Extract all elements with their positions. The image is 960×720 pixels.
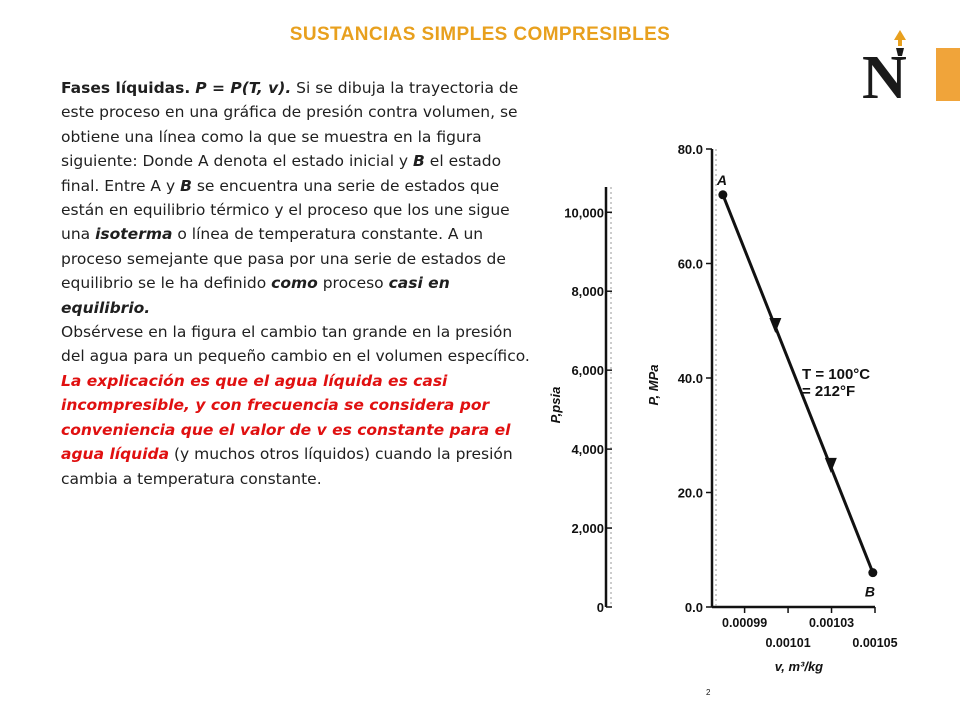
- body-text: [61, 76, 531, 491]
- text-run: se encuentra una serie de estados que están en equilibrio térmico y el proceso que los une sigue una: [61, 176, 510, 244]
- heading-liquid-phases: Fases líquidas.: [61, 79, 191, 97]
- text-run-casi: casi en equilibrio.: [61, 274, 450, 317]
- text-run: proceso: [317, 274, 389, 293]
- annotation-temperature-f: = 212°F: [802, 383, 856, 400]
- y-tick-label-psia: 0: [596, 600, 604, 615]
- x-tick-label: 0.00105: [852, 636, 898, 650]
- label-A: A: [716, 171, 727, 188]
- y-axis-title-psia: P,psia: [548, 386, 563, 424]
- y-tick-label-psia: 2,000: [571, 521, 604, 537]
- text-run-bold: B: [180, 176, 192, 195]
- y-tick-label-mpa: 40.0: [677, 371, 703, 386]
- text-run-como: como: [271, 274, 318, 293]
- text-run: Obsérvese en la figura el cambio tan grande en la presión del agua para un pequeño cambio en el volumen específico.: [61, 323, 530, 366]
- x-tick-label: 0.00103: [808, 616, 855, 630]
- equation: P = P(T, v).: [195, 79, 292, 97]
- point-A: [718, 190, 727, 199]
- y-tick-label-psia: 10,000: [564, 205, 604, 221]
- y-tick-label-mpa: 20.0: [677, 485, 703, 501]
- text-run: o línea de temperatura constante. A un proceso semejante que pasa por una serie de estados de equilibrio se le ha definido: [61, 225, 506, 293]
- y-tick-label-psia: 6,000: [571, 363, 604, 379]
- x-tick-label: 0.00099: [722, 616, 768, 630]
- text-run: (y muchos otros líquidos) cuando la presión cambia a temperatura constante.: [61, 445, 513, 488]
- x-axis-title: v, m³/kg: [774, 659, 824, 674]
- direction-arrow-icon: [769, 318, 781, 333]
- logo-letter: N: [862, 44, 907, 104]
- direction-arrow-icon: [825, 458, 837, 473]
- y-tick-label-mpa: 0.0: [684, 600, 703, 615]
- text-run: Si se dibuja la trayectoria de este proceso en una gráfica de presión contra volumen, se obtiene una línea como la que se muestra en la figura siguiente: Donde A denota el estado inicial y: [61, 79, 519, 171]
- x-tick-label: 0.00101: [765, 636, 811, 650]
- slide-title: SUSTANCIAS SIMPLES COMPRESIBLES: [289, 24, 671, 45]
- label-B: B: [864, 583, 875, 600]
- y-tick-label-psia: 4,000: [571, 442, 604, 458]
- y-tick-label-mpa: 60.0: [677, 256, 703, 272]
- accent-bar: [936, 48, 960, 101]
- highlight-red-text: La explicación es que el agua líquida es casi incompresible, y con frecuencia se considera por conveniencia que el valor de v es constante para el agua líquida: [61, 371, 511, 464]
- y-tick-label-psia: 8,000: [571, 284, 604, 300]
- text-run: el estado final. Entre A y: [61, 152, 502, 195]
- pv-isotherm-chart: [540, 125, 960, 715]
- y-axis-title-mpa: P, MPa: [646, 364, 661, 406]
- text-run-bold: B: [413, 152, 425, 171]
- y-tick-label-mpa: 80.0: [677, 142, 703, 157]
- text-run-isoterma: isoterma: [95, 225, 173, 244]
- footnote-mark: 2: [706, 688, 711, 697]
- annotation-temperature-c: T = 100°C: [802, 366, 871, 383]
- university-logo: [858, 28, 918, 104]
- point-B: [868, 568, 877, 577]
